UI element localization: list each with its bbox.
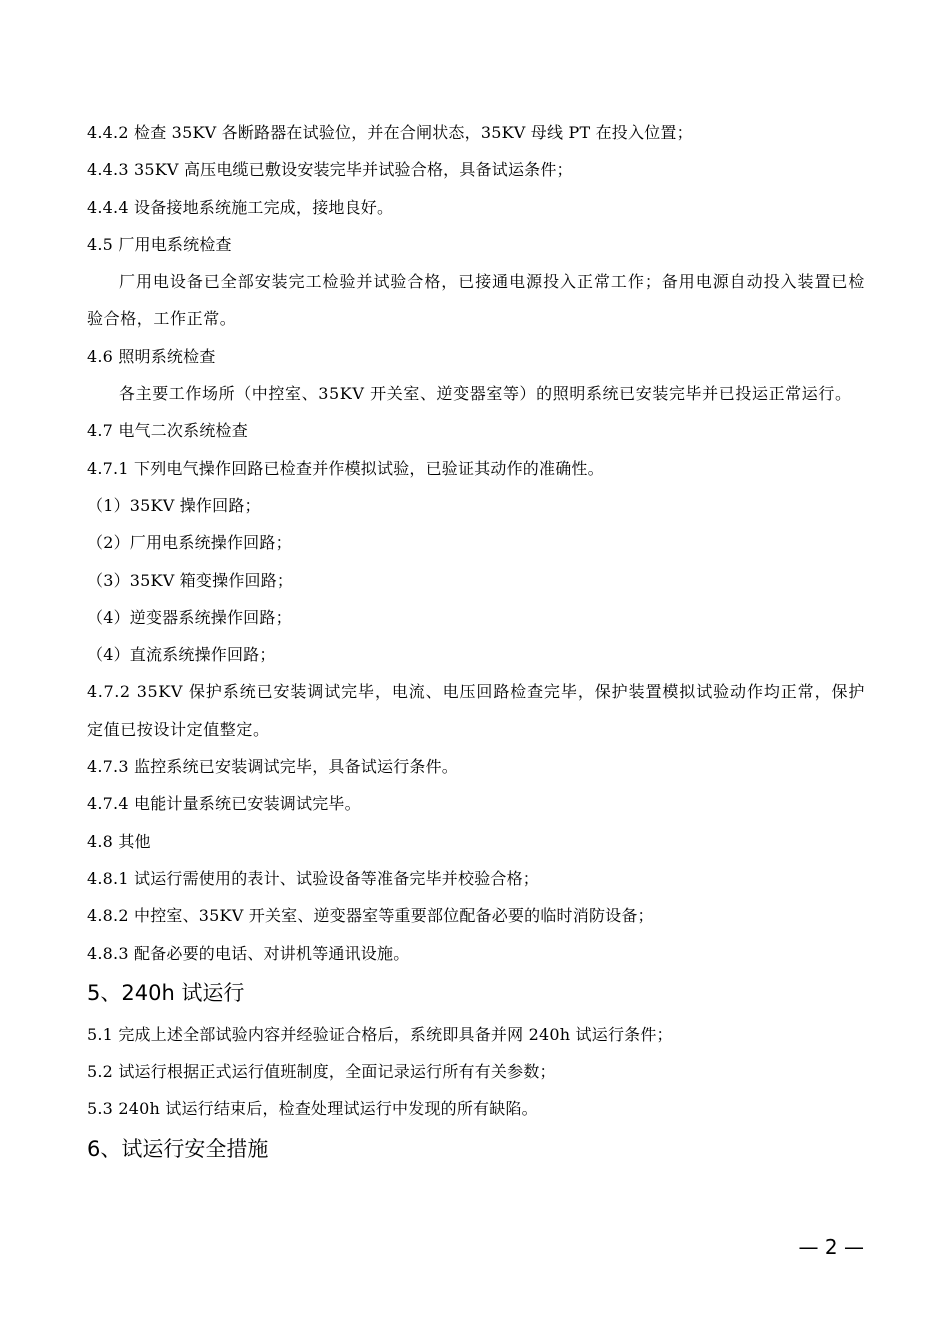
list-item: （4）逆变器系统操作回路；: [87, 607, 292, 627]
chapter-heading-5: 5、240h 试运行: [87, 980, 245, 1005]
chapter-heading-6: 6、试运行安全措施: [87, 1136, 269, 1161]
text-line: 5.3 240h 试运行结束后，检查处理试运行中发现的所有缺陷。: [87, 1099, 538, 1119]
text-line: 4.8.3 配备必要的电话、对讲机等通讯设施。: [87, 943, 410, 963]
text-line: 4.8.1 试运行需使用的表计、试验设备等准备完毕并校验合格；: [87, 868, 539, 888]
text-line: 4.4.3 35KV 高压电缆已敷设安装完毕并试验合格，具备试运条件；: [87, 160, 573, 180]
text-line: 4.4.4 设备接地系统施工完成，接地良好。: [87, 197, 394, 217]
section-title-4-5: 4.5 厂用电系统检查: [87, 234, 232, 254]
section-title-4-8: 4.8 其他: [87, 831, 151, 851]
page-number: — 2 —: [798, 1235, 864, 1259]
list-item: （2）厂用电系统操作回路；: [87, 533, 292, 553]
paragraph: 各主要工作场所（中控室、35KV 开关室、逆变器室等）的照明系统已安装完毕并已投运正常运行。: [119, 384, 852, 404]
text-line: 5.2 试运行根据正式运行值班制度，全面记录运行所有有关参数；: [87, 1062, 556, 1082]
text-line: 5.1 完成上述全部试验内容并经验证合格后，系统即具备并网 240h 试运行条件；: [87, 1024, 673, 1044]
text-line: 4.4.2 检查 35KV 各断路器在试验位，并在合闸状态，35KV 母线 PT 在投入位置；: [87, 123, 693, 142]
paragraph: 厂用电设备已全部安装完工检验并试验合格，已接通电源投入正常工作；备用电源自动投入装置已检验合格，工作正常。: [87, 272, 865, 329]
list-item: （3）35KV 箱变操作回路；: [87, 570, 294, 590]
text-line: 4.7.1 下列电气操作回路已检查并作模拟试验，已验证其动作的准确性。: [87, 458, 604, 478]
section-title-4-6: 4.6 照明系统检查: [87, 346, 216, 366]
list-item: （4）直流系统操作回路；: [87, 645, 276, 665]
text-line: 4.7.4 电能计量系统已安装调试完毕。: [87, 794, 361, 814]
section-title-4-7: 4.7 电气二次系统检查: [87, 421, 248, 441]
document-body: [87, 114, 865, 1172]
list-item: （1）35KV 操作回路；: [87, 495, 261, 515]
text-line: 4.8.2 中控室、35KV 开关室、逆变器室等重要部位配备必要的临时消防设备；: [87, 906, 654, 926]
paragraph: 4.7.2 35KV 保护系统已安装调试完毕，电流、电压回路检查完毕，保护装置模拟试验动作均正常，保护定值已按设计定值整定。: [87, 682, 865, 739]
text-line: 4.7.3 监控系统已安装调试完毕，具备试运行条件。: [87, 757, 458, 777]
